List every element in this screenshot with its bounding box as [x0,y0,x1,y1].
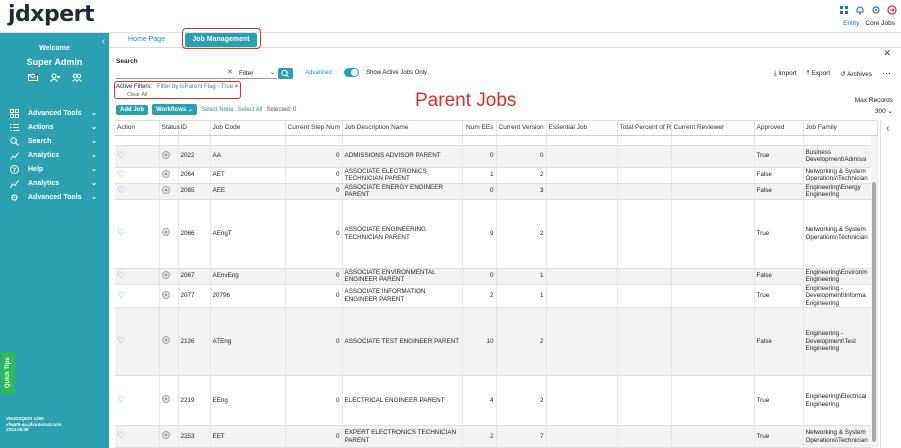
table-cell: True [754,284,803,308]
table-cell: 0 [285,376,342,426]
column-header[interactable]: Current Reviewer [671,121,754,135]
status-icon [162,186,170,194]
search-button[interactable] [278,68,293,79]
table-cell: AEnvEng [210,268,285,284]
table-cell: 2067 [178,268,210,284]
switch-user-icon[interactable] [72,73,82,82]
table-cell [546,376,617,426]
core-jobs-link[interactable]: Core Jobs [865,20,895,27]
sidebar-item-advanced-tools-2[interactable] [0,190,109,204]
active-filter-chip[interactable]: Filter by IsParent Flag - True × [157,84,239,90]
favorite-icon[interactable]: ♡ [117,430,126,441]
table-row[interactable] [115,308,877,376]
gear-icon [9,192,19,202]
sidebar-menu [0,106,109,204]
grid-icon [9,108,19,118]
table-cell: 2 [496,376,546,426]
list-icon [9,122,19,132]
table-cell: 3 [496,183,546,199]
sidebar [0,33,109,448]
expand-panel-icon[interactable]: ‹ [886,123,890,134]
search-icon [9,136,19,146]
table-cell [754,135,803,145]
sidebar-item-actions[interactable] [0,120,109,134]
clear-search-icon[interactable]: ✕ [227,69,233,76]
welcome-text: Welcome [39,45,70,52]
search-input[interactable] [116,68,236,79]
chevron-down-icon: ⌄ [187,107,193,113]
status-icon [162,336,170,344]
version-line: VMJDSQ001 v200 [6,416,44,421]
table-cell: 2022 [178,145,210,167]
table-cell [159,284,178,308]
chart-icon [9,150,19,160]
table-cell: 0 [285,167,342,183]
sidebar-item-analytics[interactable] [0,148,109,162]
settings-icon[interactable] [871,5,881,15]
select-none-link[interactable]: Select None [200,106,234,113]
table-cell: 0 [462,183,496,199]
chevron-down-icon: ⌄ [91,152,97,159]
chart-icon [9,178,19,188]
table-row[interactable] [115,183,877,199]
right-toolbar [774,68,891,79]
table-cell: 2064 [178,167,210,183]
table-cell: EET [210,426,285,448]
max-records [855,97,893,115]
table-cell [617,376,671,426]
table-cell [671,376,754,426]
table-cell: 1 [496,268,546,284]
export-icon: ⤒ [806,69,810,77]
sidebar-item-label: Search [28,137,52,145]
table-cell [671,426,754,448]
column-header[interactable]: Status [159,121,178,135]
table-cell [159,308,178,376]
table-cell [342,135,462,145]
table-cell [617,426,671,448]
table-cell [546,284,617,308]
chevron-down-icon: ⌄ [91,194,97,201]
table-cell: 20796 [210,284,285,308]
sidebar-item-label: Actions [28,123,54,131]
table-cell: 2 [462,284,496,308]
table-cell: AET [210,167,285,183]
collapse-sidebar-icon[interactable]: ‹ [101,36,105,47]
table-cell [115,167,159,183]
bell-icon[interactable] [855,5,865,15]
status-icon [162,228,170,236]
column-header[interactable]: Job Code [210,121,285,135]
table-cell: 4 [462,376,496,426]
table-cell: ASSOCIATE ELECTRONICS TECHNICIAN PARENT [342,167,462,183]
selected-count: Selected: 0 [266,106,297,113]
tab-highlight-outline [182,28,261,49]
table-cell: False [754,183,803,199]
import-icon: ⤓ [773,69,777,77]
mail-icon[interactable] [28,73,38,82]
help-icon [9,164,19,174]
table-cell: 0 [285,183,342,199]
table-cell: 0 [285,426,342,448]
table-cell [617,199,671,268]
grid-header-row [115,121,877,135]
sidebar-item-label: Help [28,165,44,173]
grid-scrollbar[interactable] [871,136,877,448]
table-cell: 2253 [178,426,210,448]
table-cell [546,426,617,448]
svg-text:?: ? [12,166,16,174]
table-cell: True [754,145,803,167]
search-label: Search [116,58,138,65]
table-cell: 2 [496,167,546,183]
table-cell: AEE [210,183,285,199]
table-cell [115,199,159,268]
table-cell: Networking & System Operations\Technician [803,426,877,448]
active-jobs-label: Show Active Jobs Only [366,70,428,76]
table-cell: True [754,376,803,426]
column-header[interactable]: Action [115,121,159,135]
select-all-link[interactable]: Select All [237,106,263,113]
table-cell [496,135,546,145]
favorite-icon[interactable]: ♡ [117,335,126,346]
sidebar-item-label: Advanced Tools [28,109,82,117]
table-cell [178,135,210,145]
table-cell [671,199,754,268]
table-row[interactable] [115,284,877,308]
chevron-down-icon: ⌄ [269,70,275,76]
favorite-icon[interactable]: ♡ [117,184,126,195]
chevron-down-icon: ⌄ [91,180,97,187]
favorite-icon[interactable]: ♡ [117,289,126,300]
status-icon [162,395,170,403]
sidebar-item-search[interactable] [0,134,109,148]
table-cell: 0 [285,199,342,268]
table-cell [210,135,285,145]
favorite-icon[interactable]: ♡ [117,269,126,280]
table-cell: 2 [462,426,496,448]
grid-icon[interactable] [839,5,849,15]
chevron-down-icon: ⌄ [887,108,893,115]
jobs-grid [115,120,877,448]
table-cell [671,308,754,376]
entity-link[interactable]: Entity [843,20,860,27]
logout-icon[interactable] [887,5,897,15]
table-cell: 2 [496,199,546,268]
chevron-down-icon: ⌄ [91,138,97,145]
table-cell [617,308,671,376]
filter-select[interactable] [237,68,277,79]
active-jobs-toggle[interactable] [344,68,359,77]
table-cell: 2065 [178,183,210,199]
favorite-icon[interactable]: ♡ [117,394,126,405]
table-row[interactable] [115,167,877,183]
table-cell [115,308,159,376]
column-header[interactable]: Job Family [803,121,877,135]
table-cell [159,376,178,426]
table-cell: ASSOCIATE ENGINEERING TECHNICIAN PARENT [342,199,462,268]
status-icon [162,291,170,299]
column-header[interactable]: Num EEs [462,121,496,135]
table-cell: True [754,199,803,268]
table-cell: 2077 [178,284,210,308]
sidebar-item-label: Analytics [28,151,60,159]
table-row[interactable] [115,145,877,167]
table-cell [671,183,754,199]
table-cell [115,268,159,284]
header-actions [839,5,897,27]
user-name: Super Admin [26,57,83,67]
table-cell [617,167,671,183]
table-cell [671,268,754,284]
table-cell [617,268,671,284]
table-cell [159,199,178,268]
table-cell: AA [210,145,285,167]
table-cell: Engineering\Environm Engineering [803,268,877,284]
table-cell: Engineering - Development\Informa Engineering [803,284,877,308]
table-cell [159,135,178,145]
table-cell: 9 [462,199,496,268]
max-records-label: Max Records [854,97,893,104]
table-cell [803,135,877,145]
table-cell [115,183,159,199]
favorite-icon[interactable]: ♡ [117,227,126,238]
version-info [6,416,62,433]
history-icon: ↺ [840,70,846,78]
version-line: vfwpt5-qa.jdxinternal.com [6,421,62,427]
sidebar-item-advanced-tools[interactable] [0,106,109,120]
favorite-icon[interactable]: ♡ [117,149,126,160]
table-cell: 2126 [178,308,210,376]
table-row[interactable] [115,199,877,268]
table-cell: AEngT [210,199,285,268]
table-cell: 2066 [178,199,210,268]
table-cell [546,167,617,183]
table-cell: False [754,167,803,183]
column-header[interactable]: Total Percent of R [617,121,671,135]
table-cell [159,268,178,284]
table-cell: 0 [285,268,342,284]
table-cell: Engineering\Energy Engineering [803,183,877,199]
close-icon[interactable]: ✕ [883,48,891,58]
table-cell: 1 [462,167,496,183]
top-header [0,0,901,33]
table-cell [159,183,178,199]
status-icon [162,431,170,439]
column-header[interactable]: Essential Job [546,121,617,135]
table-cell [159,167,178,183]
sidebar-item-help[interactable] [0,162,109,176]
column-header[interactable]: Current Version [496,121,546,135]
clear-all-filters-link[interactable]: Clear All [127,92,148,98]
table-cell: 0 [496,145,546,167]
table-cell [546,308,617,376]
scrollbar-thumb[interactable] [872,182,876,442]
table-cell [617,183,671,199]
remove-filter-icon[interactable]: × [234,84,239,90]
filter-select-value: Filter [239,70,254,77]
table-cell: 0 [285,308,342,376]
chevron-down-icon: ⌄ [91,110,97,117]
more-options-icon[interactable]: ⋯ [882,68,891,78]
search-icon [278,68,293,79]
table-cell: EEng [210,376,285,426]
table-cell: False [754,268,803,284]
table-cell [617,284,671,308]
table-cell: 0 [285,145,342,167]
side-panel [880,120,901,448]
table-cell: ASSOCIATE ENERGY ENGINEER PARENT [342,183,462,199]
table-cell: ASSOCIATE ENVIRONMENTAL ENGINEER PARENT [342,268,462,284]
table-cell [115,145,159,167]
table-row[interactable] [115,135,877,145]
table-cell: Networking & System Operations\Technician [803,167,877,183]
table-cell: ELECTRICAL ENGINEER PARENT [342,376,462,426]
table-cell: 7 [496,426,546,448]
import-button[interactable]: ⤓ Import [773,69,797,77]
table-row[interactable] [115,426,877,448]
version-line: 2024.08.06 [6,427,29,432]
add-job-button[interactable]: Add Job [116,105,148,115]
table-cell: True [754,426,803,448]
tab-home-page[interactable]: Home Page [128,36,165,43]
table-cell [115,284,159,308]
table-cell: ASSOCIATE INFORMATION ENGINEER PARENT [342,284,462,308]
advanced-search-link[interactable]: Advanced [305,70,332,76]
active-filters-label: Active Filters: [116,84,153,90]
column-header[interactable]: Current Step Num [285,121,342,135]
table-cell [671,145,754,167]
column-header[interactable]: Approved [754,121,803,135]
workflows-button[interactable]: Workflows ⌄ [152,104,197,115]
status-icon [162,170,170,178]
sidebar-item-analytics-2[interactable] [0,176,109,190]
table-cell [617,145,671,167]
column-header[interactable]: Job Description Name [342,121,462,135]
table-row[interactable] [115,376,877,426]
table-cell [671,135,754,145]
table-cell: 0 [462,145,496,167]
quick-tips-button[interactable]: Quick Tips [1,352,15,394]
favorite-icon[interactable]: ♡ [117,168,126,179]
table-cell: 0 [462,268,496,284]
table-cell [671,284,754,308]
table-cell [159,145,178,167]
table-cell [115,376,159,426]
sidebar-item-label: Analytics [28,179,60,187]
table-row[interactable] [115,268,877,284]
table-cell: EXPERT ELECTRONICS TECHNICIAN PARENT [342,426,462,448]
table-cell: 0 [285,284,342,308]
table-cell: 10 [462,308,496,376]
tab-job-management[interactable]: Job Management [185,33,257,47]
table-cell [285,135,342,145]
table-cell: Engineering - Development\Test Engineering [803,308,877,376]
table-cell [671,167,754,183]
table-cell: ADMISSIONS ADVISOR PARENT [342,145,462,167]
table-cell: ASSOCIATE TEST ENGINEER PARENT [342,308,462,376]
app-logo[interactable]: jdxpert [8,2,95,27]
status-icon [162,271,170,279]
table-cell [546,135,617,145]
user-profile-icon[interactable] [50,73,60,82]
max-records-select[interactable]: 300 ⌄ [874,108,893,115]
table-cell: 1 [496,284,546,308]
table-cell: Networking & System Operations\Technician [803,199,877,268]
table-cell [546,268,617,284]
chevron-down-icon: ⌄ [91,166,97,173]
grid-action-row [116,104,296,115]
table-cell: 2 [496,308,546,376]
annotation-title: Parent Jobs [415,90,517,111]
table-cell [617,135,671,145]
table-cell [546,145,617,167]
export-button[interactable]: ⤒ Export [806,69,831,77]
chevron-down-icon: ⌄ [91,124,97,131]
table-cell [462,135,496,145]
column-header[interactable]: ID [178,121,210,135]
table-cell: Engineering\Electrical Engineering [803,376,877,426]
table-cell [115,426,159,448]
table-cell: ATEng [210,308,285,376]
status-icon [162,151,170,159]
sidebar-item-label: Advanced Tools [28,193,82,201]
table-cell [546,199,617,268]
table-cell [159,426,178,448]
table-cell: False [754,308,803,376]
table-cell [546,183,617,199]
table-cell [115,135,159,145]
table-cell: 2219 [178,376,210,426]
archives-button[interactable]: ↺ Archives [840,70,872,78]
table-cell: Business Development\Admissi [803,145,877,167]
user-actions [0,73,109,82]
